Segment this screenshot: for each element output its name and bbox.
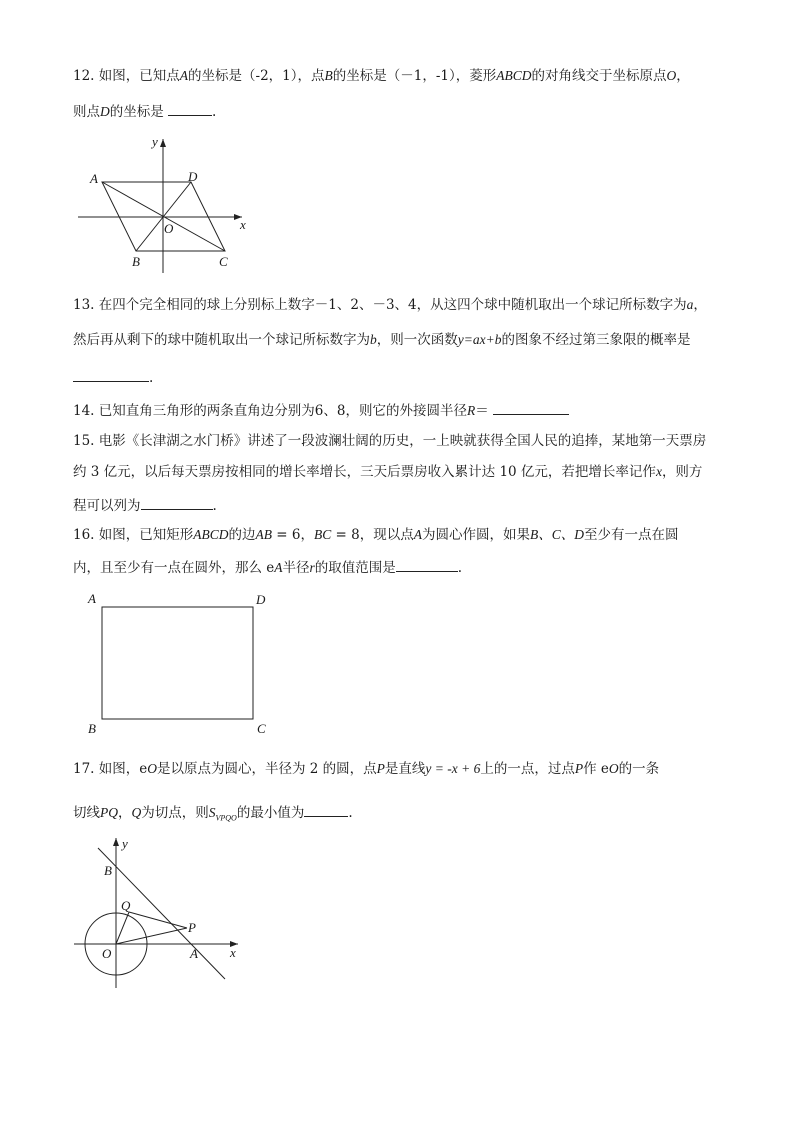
q17-line-2: 切线PQ，Q为切点，则$S_{VPQO}$的最小值为 .	[73, 802, 353, 828]
answer-blank	[168, 101, 212, 116]
q13-line-1: 13. 在四个完全相同的球上分别标上数字－1、2、－3、4，从这四个球中随机取出一个球记所标数字为a，	[73, 297, 707, 313]
q17-line-1: 17. 如图，eO是以原点为圆心，半径为 2 的圆，点P是直线y = -x + 6上的一点，过点P作 eO的一条	[73, 761, 660, 777]
label-b: B	[104, 863, 112, 878]
q16-rectangle-figure	[85, 590, 275, 740]
label-y: y	[152, 134, 158, 149]
label-q: Q	[121, 898, 131, 913]
label-o: O	[102, 946, 112, 961]
q12-rhombus-figure	[70, 133, 260, 273]
q15-line-3: 程可以列为 .	[73, 495, 217, 515]
segment-oq	[116, 912, 129, 944]
answer-blank	[493, 400, 569, 415]
label-b: B	[132, 254, 140, 269]
q15-line-1: 15. 电影《长津湖之水门桥》讲述了一段波澜壮阔的历史，一上映就获得全国人民的追捧，某地第一天票房	[73, 433, 707, 449]
label-y: y	[122, 836, 128, 851]
label-x: x	[230, 945, 236, 960]
q16-line-2: 内，且至少有一点在圆外，那么 eA半径r的取值范围是 .	[73, 557, 462, 577]
y-axis-arrow	[160, 139, 166, 147]
rectangle-abcd	[102, 607, 253, 719]
q13-line-2: 然后再从剩下的球中随机取出一个球记所标数字为b，则一次函数y=ax+b的图象不经过第三象限的概率是	[73, 332, 691, 348]
q14-line-1: 14. 已知直角三角形的两条直角边分别为6、8，则它的外接圆半径R＝	[73, 400, 569, 420]
answer-blank	[304, 802, 348, 817]
label-a: A	[88, 591, 96, 606]
area-symbol: $S_{VPQO}$	[208, 805, 237, 823]
segment-pq	[129, 912, 187, 928]
segment-op	[116, 928, 187, 944]
q13-line-3: .	[73, 367, 153, 387]
label-c: C	[257, 721, 266, 736]
label-b: B	[88, 721, 96, 736]
q12-line-2: 则点D的坐标是 .	[73, 101, 216, 121]
label-p: P	[188, 920, 196, 935]
q15-line-2: 约 3 亿元，以后每天票房按相同的增长率增长，三天后票房收入累计达 10 亿元，若把增长率记作x，则方	[73, 464, 703, 480]
answer-blank	[141, 495, 213, 510]
q16-line-1: 16. 如图，已知矩形ABCD的边AB = 6，BC = 8，现以点A为圆心作圆，如果B、C、D至少有一点在圆	[73, 527, 679, 543]
y-axis-arrow	[113, 838, 119, 846]
label-c: C	[219, 254, 228, 269]
label-a: A	[190, 946, 198, 961]
label-x: x	[240, 217, 246, 232]
answer-blank	[73, 367, 149, 382]
q12-line-1: 12. 如图，已知点A的坐标是（-2，1），点B的坐标是（－1，-1），菱形ABCD的对角线交于坐标原点O，	[73, 68, 690, 84]
label-o: O	[164, 221, 174, 236]
label-d: D	[256, 592, 266, 607]
label-d: D	[188, 169, 198, 184]
answer-blank	[396, 557, 458, 572]
q17-circle-tangent-figure	[70, 836, 250, 991]
label-a: A	[90, 171, 98, 186]
